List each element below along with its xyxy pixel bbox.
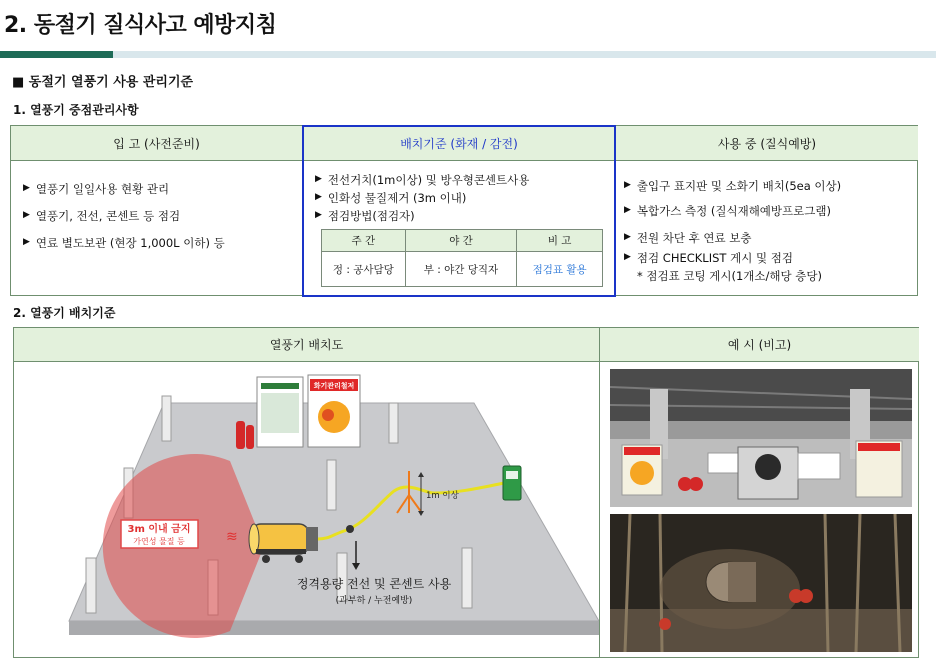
triangle-bullet-icon: ▶: [624, 232, 631, 242]
inner-cell-day: 정 : 공사담당: [322, 252, 406, 287]
warning-signboard: [257, 375, 360, 447]
list-item: ▶ 전원 차단 후 연료 보충: [624, 231, 752, 245]
example-photo-2: [610, 514, 912, 652]
signboard-title: 화기관리철저: [313, 382, 355, 390]
inner-cell-remarks: 점검표 활용: [517, 252, 603, 287]
header-placement: 배치기준 (화재 / 감전): [304, 127, 614, 161]
triangle-bullet-icon: ▶: [23, 237, 30, 247]
triangle-bullet-icon: ▶: [23, 210, 30, 220]
list-item: ▶ 인화성 물질제거 (3m 이내): [315, 191, 467, 205]
zone-label: 3m 이내 금지: [127, 524, 191, 535]
triangle-bullet-icon: ▶: [315, 192, 322, 202]
list-item: ▶ 열풍기, 전선, 콘센트 등 점검: [23, 209, 181, 223]
inner-header-night: 야 간: [405, 230, 517, 252]
subsection-heading-1: 1. 열풍기 중점관리사항: [13, 103, 139, 117]
outlet-icon: [346, 525, 354, 533]
list-item: ▶ 연료 별도보관 (현장 1,000L 이하) 등: [23, 236, 225, 250]
inner-cell-night: 부 : 야간 당직자: [405, 252, 517, 287]
zone-sublabel: 가연성 물질 등: [133, 537, 185, 546]
header-layout: 열풍기 배치도: [14, 328, 599, 362]
inner-header-remarks: 비 고: [517, 230, 603, 252]
list-item: ▶ 점검방법(점검자): [315, 209, 415, 223]
list-item: ▶ 열풍기 일일사용 현황 관리: [23, 182, 170, 196]
triangle-bullet-icon: ▶: [624, 252, 631, 262]
fire-extinguisher-icon: [236, 421, 254, 449]
triangle-bullet-icon: ▶: [315, 174, 322, 184]
header-in-use: 사용 중 (질식예방): [616, 126, 918, 161]
triangle-bullet-icon: ▶: [624, 180, 631, 190]
header-example: 예 시 (비고): [600, 328, 919, 362]
note: * 점검표 코팅 게시(1개소/해당 층당): [637, 269, 822, 283]
height-label: 1m 이상: [426, 491, 459, 501]
title-underline: [113, 51, 936, 58]
section-heading: ■ 동절기 열풍기 사용 관리기준: [12, 75, 194, 90]
placement-table: [13, 327, 919, 658]
list-item: ▶ 전선거치(1m이상) 및 방우형콘센트사용: [315, 173, 530, 187]
distribution-box-icon: [503, 466, 521, 500]
example-photo-1: [610, 369, 912, 507]
list-item: ▶ 복합가스 측정 (질식재해예방프로그램): [624, 204, 831, 218]
cable-sublabel: (과부하 / 누전예방): [335, 596, 413, 606]
in-use-column: [624, 161, 918, 295]
triangle-bullet-icon: ▶: [315, 210, 322, 220]
triangle-bullet-icon: ▶: [23, 183, 30, 193]
inspection-method-table: [321, 229, 603, 287]
subsection-heading-2: 2. 열풍기 배치기준: [13, 306, 116, 320]
cable-label: 정격용량 전선 및 콘센트 사용: [296, 577, 452, 591]
heater-layout-diagram: [14, 363, 599, 658]
list-item: ▶ 출입구 표지판 및 소화기 배치(5ea 이상): [624, 179, 842, 193]
intake-column: [23, 161, 303, 295]
header-intake: 입 고 (사전준비): [11, 126, 302, 161]
heat-waves-icon: ≋: [226, 529, 238, 545]
page-title: 2. 동절기 질식사고 예방지침: [4, 13, 277, 38]
inner-header-day: 주 간: [322, 230, 406, 252]
title-underline-accent: [0, 51, 113, 58]
triangle-bullet-icon: ▶: [624, 205, 631, 215]
list-item: ▶ 점검 CHECKLIST 게시 및 점검: [624, 251, 793, 265]
placement-criteria-panel: [302, 125, 616, 297]
